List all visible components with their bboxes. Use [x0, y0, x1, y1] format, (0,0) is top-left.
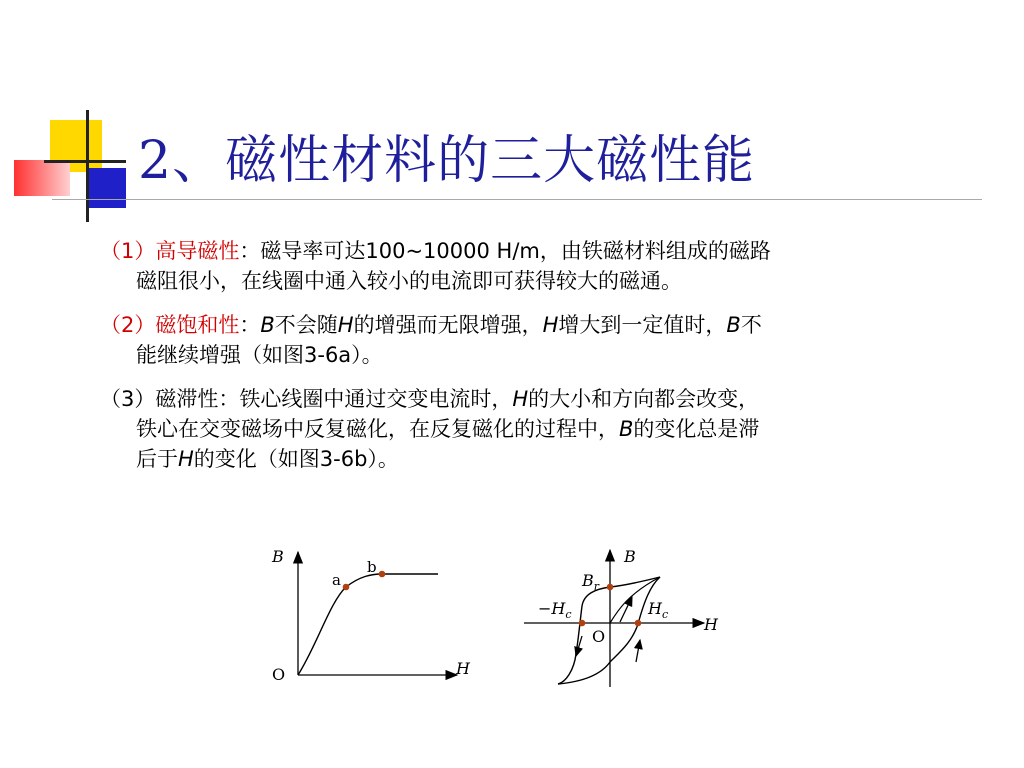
decor-horizontal-line [44, 160, 126, 163]
para3-text-1: 磁滞性：铁心线圈中通过交变电流时， [155, 387, 513, 411]
point-b-label: b [367, 558, 377, 576]
var-b: B [726, 313, 741, 337]
hysteresis-lower-branch [558, 577, 660, 684]
x-axis-label: H [456, 659, 470, 678]
br-label: $B_r$ [582, 571, 600, 593]
y-axis-label: B [272, 547, 284, 566]
para1-text: 磁导率可达100~10000 H/m，由铁磁材料组成的磁路 [260, 239, 771, 263]
figure-hysteresis-loop [520, 542, 735, 692]
para2-text-2: 的增强而无限增强， [353, 313, 543, 337]
decor-red-square [14, 160, 70, 196]
paragraph-3-line-2 [100, 414, 980, 444]
title-divider [52, 199, 982, 200]
para2-number: （2） [100, 313, 156, 337]
origin-label: O [272, 665, 286, 684]
para2-text-3: 增大到一定值时， [558, 313, 727, 337]
para3-text-6: 的变化（如图3-6b）。 [193, 447, 399, 471]
para3-text-4: 的变化总是滞 [633, 417, 760, 441]
point-a-label: a [332, 571, 341, 589]
para1-number: （1） [100, 239, 156, 263]
para2-text-4: 不 [740, 313, 762, 337]
paragraph-3-line-3 [100, 444, 980, 474]
var-h: H [512, 387, 529, 411]
y-axis-label: B [624, 547, 636, 566]
var-b: B [260, 313, 275, 337]
para3-number: （3） [100, 387, 156, 411]
hc-marker [635, 620, 642, 627]
para2-term: 磁饱和性 [155, 313, 240, 337]
paragraph-1-line-1 [100, 236, 980, 266]
x-axis-label: H [704, 615, 718, 634]
var-h: H [337, 313, 354, 337]
para1-colon: ： [239, 239, 261, 263]
magnetization-curve [298, 574, 438, 675]
var-h: H [178, 447, 194, 471]
paragraph-2-line-1 [100, 310, 980, 340]
figure-magnetization-curve [262, 540, 482, 690]
para2-colon: ： [239, 313, 261, 337]
para2-text-1: 不会随 [274, 313, 338, 337]
direction-arrow-up-lower [636, 640, 640, 662]
neg-hc-label: $-H_c$ [538, 599, 572, 621]
hc-label: $H_c$ [648, 599, 669, 621]
hysteresis-upper-branch [558, 577, 660, 684]
paragraph-2 [100, 310, 980, 370]
paragraph-2-line-2: 能继续增强（如图3-6a）。 [136, 343, 383, 367]
var-b: B [619, 417, 634, 441]
point-b-marker [379, 571, 386, 578]
paragraph-3-line-1 [100, 384, 980, 414]
decor-blue-square [88, 168, 126, 208]
point-a-marker [343, 584, 350, 591]
neg-hc-marker [579, 620, 586, 627]
paragraph-1-line-2: 磁阻很小，在线圈中通入较小的电流即可获得较大的磁通。 [136, 269, 682, 293]
decor-vertical-line [86, 110, 89, 222]
para3-text-3: 铁心在交变磁场中反复磁化，在反复磁化的过程中， [136, 417, 619, 441]
var-h: H [542, 313, 559, 337]
para3-text-2: 的大小和方向都会改变， [528, 387, 760, 411]
para1-term: 高导磁性 [155, 239, 240, 263]
br-marker [607, 584, 614, 591]
slide-title: 2、磁性材料的三大磁性能 [138, 131, 756, 191]
para3-text-5: 后于 [136, 447, 178, 471]
origin-label: O [592, 627, 606, 646]
paragraph-1 [100, 236, 980, 296]
paragraph-3 [100, 384, 980, 474]
